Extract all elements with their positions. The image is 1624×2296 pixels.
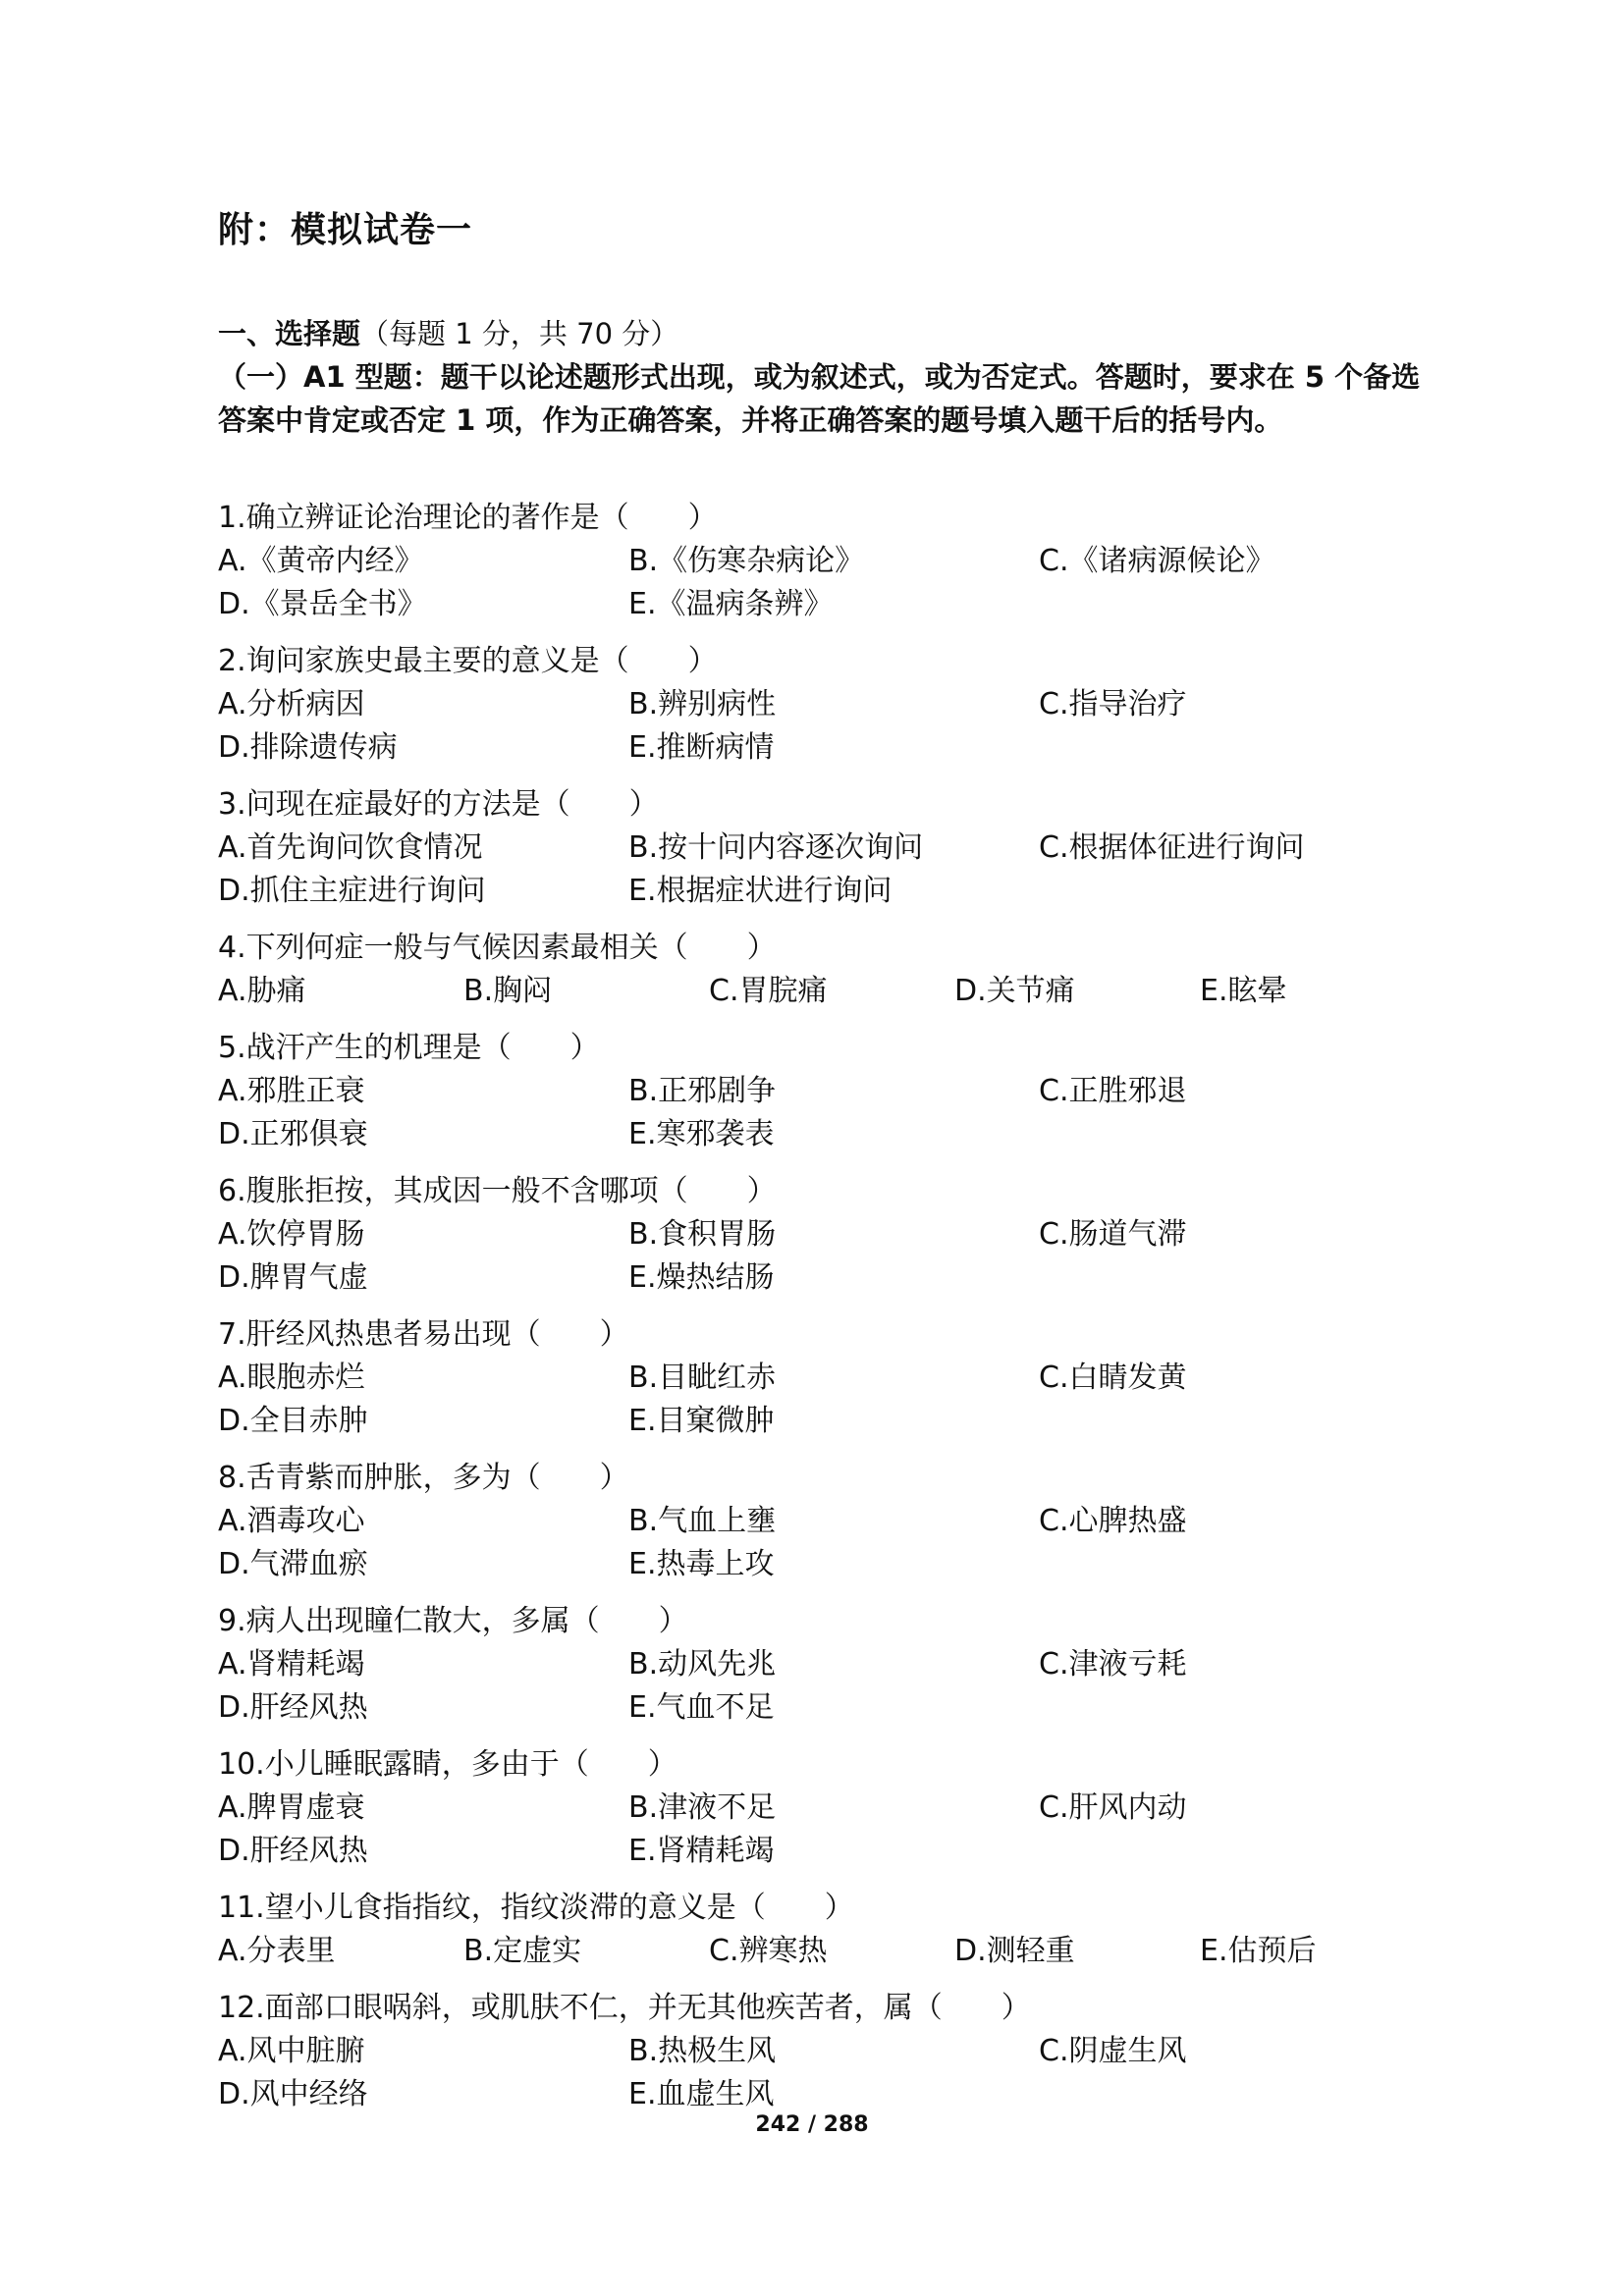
answer-option: E.估预后: [1200, 1934, 1317, 1968]
answer-option: A.《黄帝内经》: [218, 544, 424, 578]
answer-option: C.根据体征进行询问: [1039, 830, 1305, 865]
question-stem: 7.肝经风热患者易出现（ ）: [218, 1317, 629, 1352]
answer-option: C.心脾热盛: [1039, 1504, 1187, 1538]
answer-option: D.脾胃气虚: [218, 1260, 368, 1295]
answer-option: A.眼胞赤烂: [218, 1361, 365, 1395]
answer-option: E.寒邪袭表: [628, 1117, 775, 1151]
answer-option: D.肝经风热: [218, 1834, 368, 1868]
answer-option: C.白睛发黄: [1039, 1361, 1187, 1395]
answer-option: A.分析病因: [218, 687, 365, 721]
answer-option: A.首先询问饮食情况: [218, 830, 483, 865]
answer-option: E.根据症状进行询问: [628, 874, 893, 908]
answer-option: A.邪胜正衰: [218, 1074, 365, 1108]
answer-option: A.肾精耗竭: [218, 1647, 365, 1682]
answer-option: C.肠道气滞: [1039, 1217, 1187, 1252]
answer-option: E.肾精耗竭: [628, 1834, 775, 1868]
answer-option: A.胁痛: [218, 974, 306, 1008]
answer-option: E.血虚生风: [628, 2077, 775, 2111]
answer-option: D.测轻重: [954, 1934, 1075, 1968]
answer-option: E.眩晕: [1200, 974, 1287, 1008]
answer-option: D.《景岳全书》: [218, 587, 427, 621]
answer-option: B.气血上壅: [628, 1504, 777, 1538]
answer-option: E.推断病情: [628, 730, 775, 765]
question-item: [218, 783, 1435, 927]
page-title: 附：模拟试卷一: [218, 210, 473, 250]
answer-option: D.排除遗传病: [218, 730, 398, 765]
answer-option: B.《伤寒杂病论》: [628, 544, 865, 578]
question-stem: 12.面部口眼㖞斜，或肌肤不仁，并无其他疾苦者，属（ ）: [218, 1991, 1031, 2025]
answer-option: B.食积胃肠: [628, 1217, 777, 1252]
answer-option: B.按十问内容逐次询问: [628, 830, 924, 865]
question-stem: 1.确立辨证论治理论的著作是（ ）: [218, 501, 718, 535]
answer-option: C.津液亏耗: [1039, 1647, 1187, 1682]
question-item: [218, 1887, 1435, 1987]
answer-option: B.胸闷: [463, 974, 553, 1008]
answer-option: D.全目赤肿: [218, 1404, 368, 1438]
answer-option: C.指导治疗: [1039, 687, 1187, 721]
answer-option: D.正邪俱衰: [218, 1117, 368, 1151]
answer-option: E.《温病条辨》: [628, 587, 834, 621]
answer-option: E.热毒上攻: [628, 1547, 775, 1581]
question-item: [218, 497, 1435, 640]
answer-option: B.热极生风: [628, 2034, 777, 2068]
answer-option: C.胃脘痛: [709, 974, 828, 1008]
answer-option: C.肝风内动: [1039, 1790, 1187, 1825]
question-stem: 9.病人出现瞳仁散大，多属（ ）: [218, 1604, 688, 1638]
question-stem: 5.战汗产生的机理是（ ）: [218, 1031, 600, 1065]
answer-option: E.目窠微肿: [628, 1404, 775, 1438]
question-stem: 4.下列何症一般与气候因素最相关（ ）: [218, 931, 777, 965]
question-item: [218, 1987, 1435, 2130]
question-stem: 3.问现在症最好的方法是（ ）: [218, 787, 659, 822]
question-type-instructions: （一）A1 型题：题干以论述题形式出现，或为叙述式，或为否定式。答题时，要求在 5 个备选答案中肯定或否定 1 项，作为正确答案，并将正确答案的题号填入题干后的括号内。: [218, 360, 1421, 437]
question-stem: 10.小儿睡眠露睛，多由于（ ）: [218, 1747, 677, 1782]
answer-option: A.饮停胃肠: [218, 1217, 365, 1252]
question-item: [218, 1600, 1435, 1743]
answer-option: B.辨别病性: [628, 687, 777, 721]
question-stem: 6.腹胀拒按，其成因一般不含哪项（ ）: [218, 1174, 777, 1208]
answer-option: B.津液不足: [628, 1790, 777, 1825]
section-heading-label: 一、选择题: [218, 317, 361, 350]
answer-option: C.正胜邪退: [1039, 1074, 1187, 1108]
question-stem: 8.舌青紫而肿胀，多为（ ）: [218, 1461, 629, 1495]
page-number: 242 / 288: [755, 2112, 869, 2137]
question-item: [218, 1027, 1435, 1170]
answer-option: C.辨寒热: [709, 1934, 828, 1968]
answer-option: B.正邪剧争: [628, 1074, 777, 1108]
question-item: [218, 640, 1435, 783]
answer-option: C.《诸病源候论》: [1039, 544, 1275, 578]
answer-option: C.阴虚生风: [1039, 2034, 1187, 2068]
question-item: [218, 1457, 1435, 1600]
answer-option: D.气滞血瘀: [218, 1547, 368, 1581]
question-list: [218, 497, 1435, 2130]
question-item: [218, 1170, 1435, 1313]
answer-option: E.燥热结肠: [628, 1260, 775, 1295]
answer-option: D.抓住主症进行询问: [218, 874, 486, 908]
section-heading: [218, 312, 678, 352]
answer-option: A.风中脏腑: [218, 2034, 365, 2068]
answer-option: B.目眦红赤: [628, 1361, 777, 1395]
answer-option: E.气血不足: [628, 1690, 775, 1725]
question-item: [218, 927, 1435, 1027]
question-stem: 2.询问家族史最主要的意义是（ ）: [218, 644, 718, 678]
question-item: [218, 1313, 1435, 1457]
section-score-note: （每题 1 分，共 70 分）: [360, 317, 679, 350]
answer-option: A.分表里: [218, 1934, 336, 1968]
answer-option: B.动风先兆: [628, 1647, 777, 1682]
answer-option: D.关节痛: [954, 974, 1075, 1008]
answer-option: B.定虚实: [463, 1934, 582, 1968]
answer-option: A.脾胃虚衰: [218, 1790, 365, 1825]
answer-option: A.酒毒攻心: [218, 1504, 365, 1538]
answer-option: D.肝经风热: [218, 1690, 368, 1725]
answer-option: D.风中经络: [218, 2077, 368, 2111]
question-item: [218, 1743, 1435, 1887]
question-stem: 11.望小儿食指指纹，指纹淡滞的意义是（ ）: [218, 1891, 854, 1925]
